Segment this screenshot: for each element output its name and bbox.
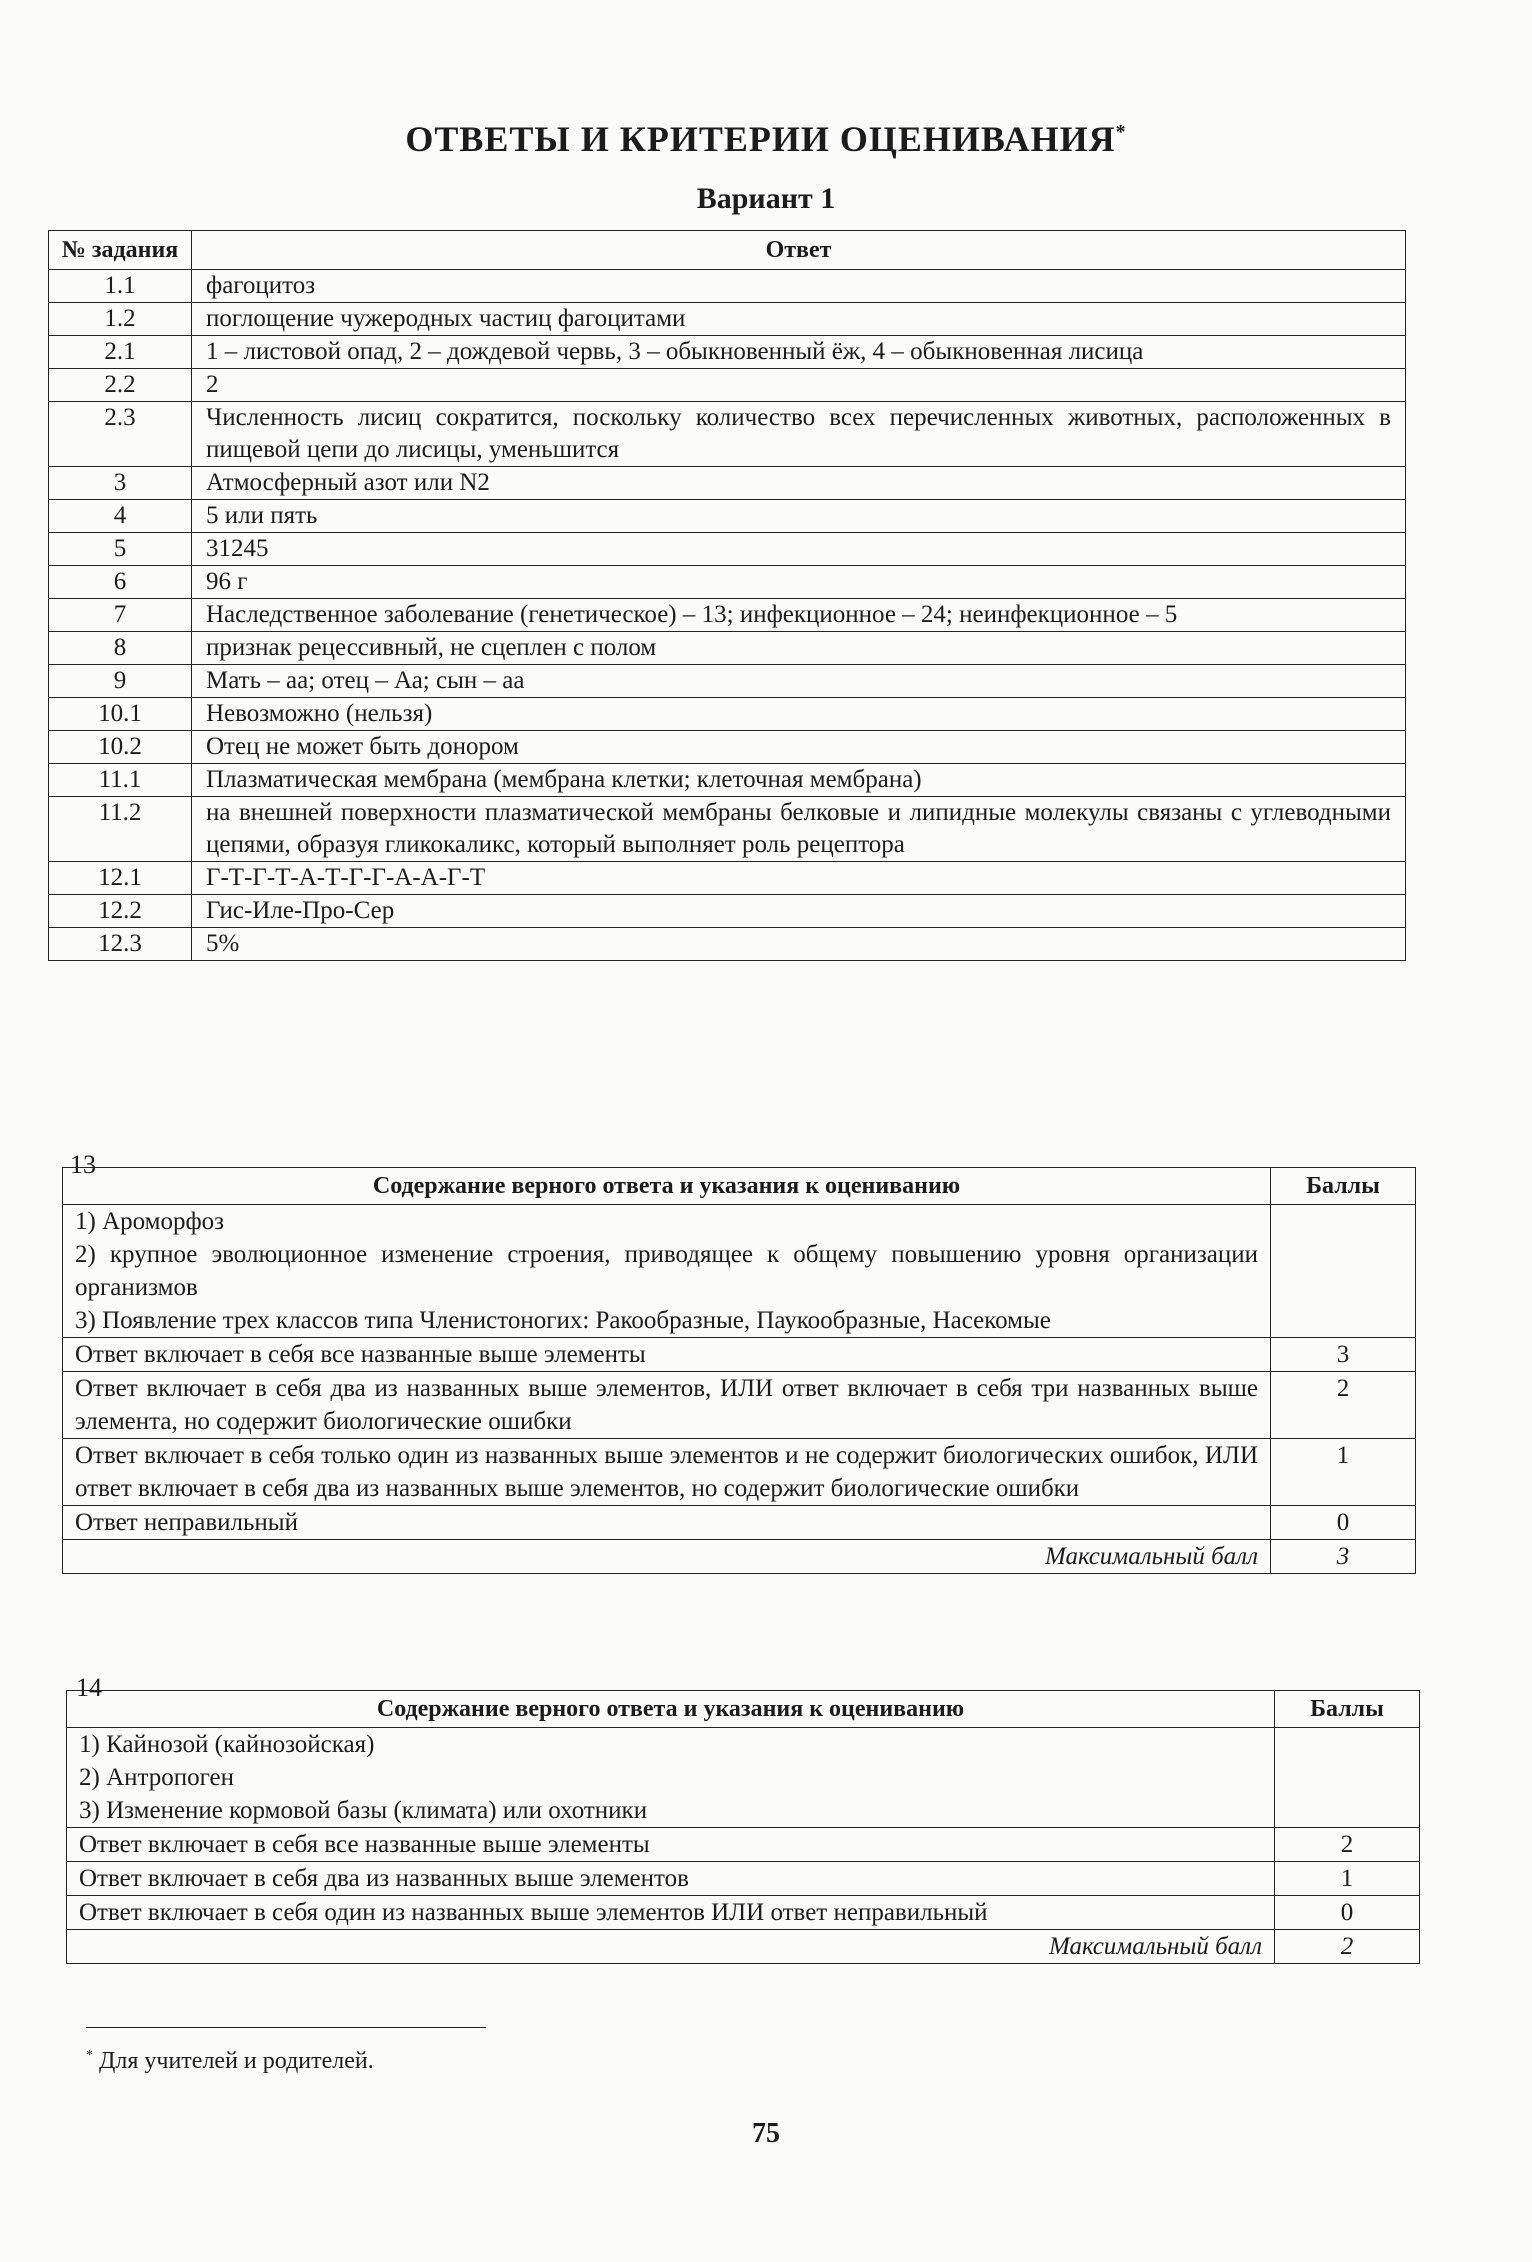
answer-element: 1) Кайнозой (кайнозойская) xyxy=(79,1731,375,1758)
criterion-row xyxy=(67,1862,1420,1896)
max-score-value: 2 xyxy=(1275,1930,1420,1964)
table-row xyxy=(49,500,1406,533)
criterion-points: 2 xyxy=(1275,1828,1420,1862)
footnote-divider xyxy=(86,2027,486,2028)
table-row xyxy=(49,731,1406,764)
footnote-text: Для учителей и родителей. xyxy=(99,2048,374,2074)
footnote-mark: * xyxy=(86,2048,93,2063)
table-row xyxy=(49,632,1406,665)
answer-element: 2) Антропоген xyxy=(79,1764,235,1791)
table-row xyxy=(49,895,1406,928)
task-number-cell: 4 xyxy=(49,500,192,533)
max-score-label: Максимальный балл xyxy=(67,1930,1275,1964)
criteria-header-row xyxy=(63,1168,1416,1205)
table-row xyxy=(49,599,1406,632)
criterion-points: 1 xyxy=(1271,1439,1416,1506)
answer-cell: Гис-Иле-Про-Сер xyxy=(192,895,1406,928)
answer-element: 1) Ароморфоз xyxy=(75,1208,225,1235)
max-score-row xyxy=(67,1930,1420,1964)
points-header: Баллы xyxy=(1271,1168,1416,1205)
variant-heading: Вариант 1 xyxy=(696,182,836,215)
max-score-value: 3 xyxy=(1271,1540,1416,1574)
answer-cell: Невозможно (нельзя) xyxy=(192,698,1406,731)
criterion-text: Ответ включает в себя два из названных выше элементов xyxy=(67,1862,1275,1896)
page-title xyxy=(0,118,1532,160)
table-row xyxy=(49,797,1406,862)
task-number-cell: 6 xyxy=(49,566,192,599)
answers-table xyxy=(48,230,1406,961)
task-number-cell: 2.2 xyxy=(49,369,192,402)
answer-cell: Г-Т-Г-Т-А-Т-Г-Г-А-А-Г-Т xyxy=(192,862,1406,895)
points-cell-empty xyxy=(1275,1728,1420,1828)
table-row xyxy=(49,566,1406,599)
task-number-cell: 3 xyxy=(49,467,192,500)
criterion-text: Ответ включает в себя все названные выше элементы xyxy=(63,1338,1271,1372)
criterion-row xyxy=(67,1828,1420,1862)
answer-cell: 31245 xyxy=(192,533,1406,566)
criterion-text: Ответ включает в себя один из названных выше элементов ИЛИ ответ неправильный xyxy=(67,1896,1275,1930)
criterion-points: 0 xyxy=(1275,1896,1420,1930)
task-14-criteria-table xyxy=(66,1690,1420,1964)
answer-element: 3) Изменение кормовой базы (климата) или охотники xyxy=(79,1797,648,1824)
task-number-cell: 12.2 xyxy=(49,895,192,928)
task-number-header: № задания xyxy=(49,231,192,270)
criteria-header-row xyxy=(67,1691,1420,1728)
criterion-points: 2 xyxy=(1271,1372,1416,1439)
answer-element: 2) крупное эволюционное изменение строения, приводящее к общему повышению уровня организации организмов xyxy=(75,1241,1258,1301)
task-13-number: 13 xyxy=(70,1150,96,1179)
answer-cell: Мать – аа; отец – Аа; сын – аа xyxy=(192,665,1406,698)
answer-element: 3) Появление трех классов типа Членистоногих: Ракообразные, Паукообразные, Насекомые xyxy=(75,1307,1051,1334)
criteria-body xyxy=(67,1728,1420,1964)
answer-cell: 2 xyxy=(192,369,1406,402)
answer-cell: поглощение чужеродных частиц фагоцитами xyxy=(192,303,1406,336)
table-row xyxy=(49,402,1406,467)
answer-elements-row xyxy=(63,1205,1416,1338)
answer-cell: 96 г xyxy=(192,566,1406,599)
task-number-cell: 5 xyxy=(49,533,192,566)
criterion-row xyxy=(63,1506,1416,1540)
answers-header-row xyxy=(49,231,1406,270)
criteria-body xyxy=(63,1205,1416,1574)
answer-cell: признак рецессивный, не сцеплен с полом xyxy=(192,632,1406,665)
criterion-text: Ответ включает в себя два из названных выше элементов, ИЛИ ответ включает в себя три названных выше элемента, но содержит биологические ошибки xyxy=(63,1372,1271,1439)
task-number-cell: 2.1 xyxy=(49,336,192,369)
task-13-criteria-table xyxy=(62,1167,1416,1574)
page-number: 75 xyxy=(752,2118,780,2149)
answer-cell: на внешней поверхности плазматической мембраны белковые и липидные молекулы связаны с углеводными цепями, образуя гликокаликс, который выполняет роль рецептора xyxy=(192,797,1406,862)
table-row xyxy=(49,533,1406,566)
table-row xyxy=(49,862,1406,895)
answer-cell: фагоцитоз xyxy=(192,270,1406,303)
task-number-cell: 12.1 xyxy=(49,862,192,895)
criterion-text: Ответ включает в себя только один из названных выше элементов и не содержит биологических ошибок, ИЛИ ответ включает в себя два из названных выше элементов, но содержит биологические ошибки xyxy=(63,1439,1271,1506)
content-header: Содержание верного ответа и указания к оцениванию xyxy=(67,1691,1275,1728)
task-number-cell: 9 xyxy=(49,665,192,698)
answer-cell: 5% xyxy=(192,928,1406,961)
answer-elements-cell xyxy=(67,1728,1275,1828)
points-cell-empty xyxy=(1271,1205,1416,1338)
answer-elements-row xyxy=(67,1728,1420,1828)
table-row xyxy=(49,336,1406,369)
task-number-cell: 8 xyxy=(49,632,192,665)
table-row xyxy=(49,665,1406,698)
answer-header: Ответ xyxy=(192,231,1406,270)
criterion-row xyxy=(63,1372,1416,1439)
criterion-text: Ответ включает в себя все названные выше элементы xyxy=(67,1828,1275,1862)
task-number-cell: 11.1 xyxy=(49,764,192,797)
points-header: Баллы xyxy=(1275,1691,1420,1728)
criterion-row xyxy=(63,1439,1416,1506)
table-row xyxy=(49,764,1406,797)
task-number-cell: 12.3 xyxy=(49,928,192,961)
max-score-row xyxy=(63,1540,1416,1574)
table-row xyxy=(49,928,1406,961)
criterion-points: 3 xyxy=(1271,1338,1416,1372)
task-number-cell: 1.1 xyxy=(49,270,192,303)
task-number-cell: 7 xyxy=(49,599,192,632)
title-text: ОТВЕТЫ И КРИТЕРИИ ОЦЕНИВАНИЯ xyxy=(405,119,1116,159)
task-number-cell: 2.3 xyxy=(49,402,192,467)
answer-cell: Численность лисиц сократится, поскольку количество всех перечисленных животных, расположенных в пищевой цепи до лисицы, уменьшится xyxy=(192,402,1406,467)
criterion-row xyxy=(63,1338,1416,1372)
table-row xyxy=(49,270,1406,303)
criterion-points: 0 xyxy=(1271,1506,1416,1540)
answer-cell: Атмосферный азот или N2 xyxy=(192,467,1406,500)
task-14-number: 14 xyxy=(76,1673,102,1702)
footnote xyxy=(86,2048,374,2075)
content-header: Содержание верного ответа и указания к оцениванию xyxy=(63,1168,1271,1205)
task-number-cell: 1.2 xyxy=(49,303,192,336)
table-row xyxy=(49,698,1406,731)
answer-cell: Наследственное заболевание (генетическое) – 13; инфекционное – 24; неинфекционное – 5 xyxy=(192,599,1406,632)
answer-cell: Отец не может быть донором xyxy=(192,731,1406,764)
criterion-points: 1 xyxy=(1275,1862,1420,1896)
criterion-row xyxy=(67,1896,1420,1930)
answer-elements-cell xyxy=(63,1205,1271,1338)
title-footnote-mark: * xyxy=(1115,121,1127,143)
answer-cell: 5 или пять xyxy=(192,500,1406,533)
criterion-text: Ответ неправильный xyxy=(63,1506,1271,1540)
table-row xyxy=(49,467,1406,500)
task-number-cell: 10.2 xyxy=(49,731,192,764)
task-number-cell: 11.2 xyxy=(49,797,192,862)
answer-cell: 1 – листовой опад, 2 – дождевой червь, 3 – обыкновенный ёж, 4 – обыкновенная лисица xyxy=(192,336,1406,369)
table-row xyxy=(49,369,1406,402)
table-row xyxy=(49,303,1406,336)
max-score-label: Максимальный балл xyxy=(63,1540,1271,1574)
answer-cell: Плазматическая мембрана (мембрана клетки; клеточная мембрана) xyxy=(192,764,1406,797)
answers-body xyxy=(49,270,1406,961)
task-number-cell: 10.1 xyxy=(49,698,192,731)
